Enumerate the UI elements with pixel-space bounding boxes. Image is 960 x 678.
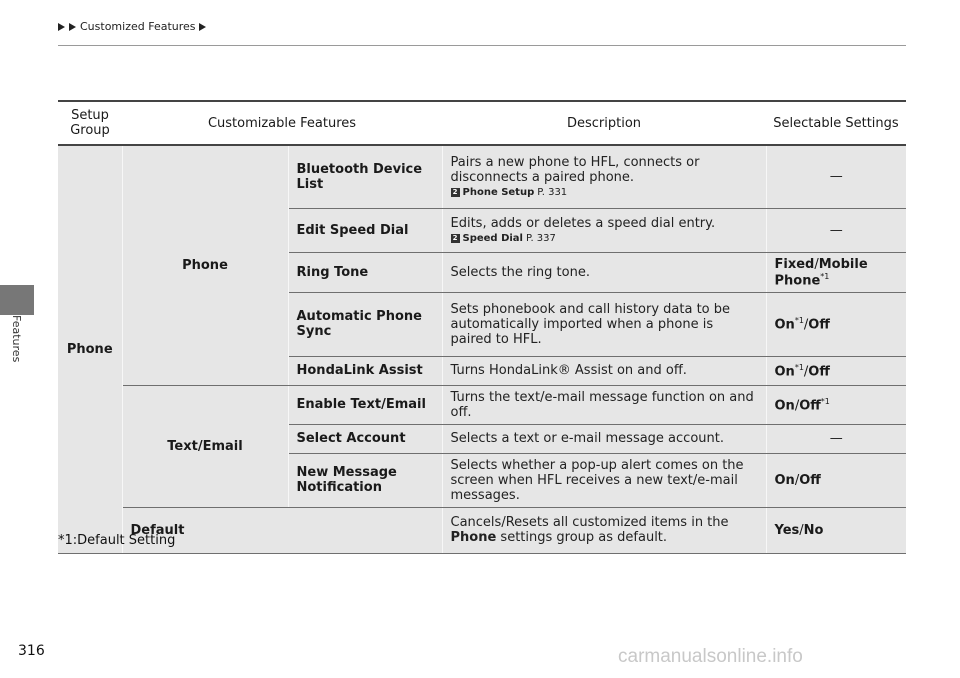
feature-setting: On/Off [766, 453, 906, 507]
feature-description: Selects a text or e-mail message account. [442, 424, 766, 453]
feature-description: Turns HondaLink® Assist on and off. [442, 356, 766, 385]
header-settings: Selectable Settings [766, 101, 906, 145]
feature-label: Edit Speed Dial [288, 208, 442, 252]
subgroup-phone: Phone [122, 145, 288, 385]
feature-description: Cancels/Resets all customized items in the Phone settings group as default. [442, 507, 766, 553]
reference-arrow-icon: 2 [451, 188, 460, 197]
feature-description: Sets phonebook and call history data to be automatically imported when a phone is paired to HFL. [442, 292, 766, 356]
feature-description: Pairs a new phone to HFL, connects or disconnects a paired phone. 2 Phone Setup P. 331 [442, 145, 766, 208]
feature-description: Selects the ring tone. [442, 252, 766, 292]
breadcrumb [58, 20, 207, 33]
feature-label: Automatic Phone Sync [288, 292, 442, 356]
feature-description: Turns the text/e-mail message function on and off. [442, 385, 766, 424]
header-description: Description [442, 101, 766, 145]
breadcrumb-arrow-icon [69, 23, 76, 31]
feature-setting: — [766, 424, 906, 453]
table-header-row [58, 101, 906, 145]
header-features: Customizable Features [122, 101, 442, 145]
breadcrumb-section[interactable]: Customized Features [80, 20, 196, 33]
feature-setting: — [766, 208, 906, 252]
feature-setting: On/Off$^{*1}$ [766, 385, 906, 424]
chapter-label: Features [10, 315, 23, 363]
feature-label: Enable Text/Email [288, 385, 442, 424]
feature-description: Selects whether a pop-up alert comes on the screen when HFL receives a new text/e-mail messages. [442, 453, 766, 507]
group-phone: Phone [58, 145, 122, 553]
breadcrumb-arrow-icon [58, 23, 65, 31]
customization-table [58, 100, 906, 554]
breadcrumb-arrow-icon [199, 23, 206, 31]
header-setup-group: Setup Group [58, 101, 122, 145]
reference-arrow-icon: 2 [451, 234, 460, 243]
feature-setting: On$^{*1}$/Off [766, 292, 906, 356]
footnote: *1:Default Setting [58, 533, 176, 548]
table-row [58, 145, 906, 208]
header-divider [58, 45, 906, 46]
feature-label: Default [122, 507, 442, 553]
chapter-tab [0, 285, 34, 315]
feature-label: Ring Tone [288, 252, 442, 292]
feature-label: New Message Notification [288, 453, 442, 507]
table-row [58, 385, 906, 424]
feature-setting: — [766, 145, 906, 208]
feature-label: Select Account [288, 424, 442, 453]
cross-reference[interactable]: 2 Phone Setup P. 331 [451, 187, 758, 198]
feature-setting: Yes/No [766, 507, 906, 553]
page-number: 316 [18, 643, 45, 659]
feature-label: Bluetooth Device List [288, 145, 442, 208]
subgroup-text-email: Text/Email [122, 385, 288, 507]
feature-description: Edits, adds or deletes a speed dial entry. 2 Speed Dial P. 337 [442, 208, 766, 252]
feature-label: HondaLink Assist [288, 356, 442, 385]
table-row [58, 507, 906, 553]
feature-setting: Fixed/Mobile Phone$^{*1}$ [766, 252, 906, 292]
cross-reference[interactable]: 2 Speed Dial P. 337 [451, 233, 758, 244]
feature-setting: On$^{*1}$/Off [766, 356, 906, 385]
watermark: carmanualsonline.info [618, 646, 803, 667]
